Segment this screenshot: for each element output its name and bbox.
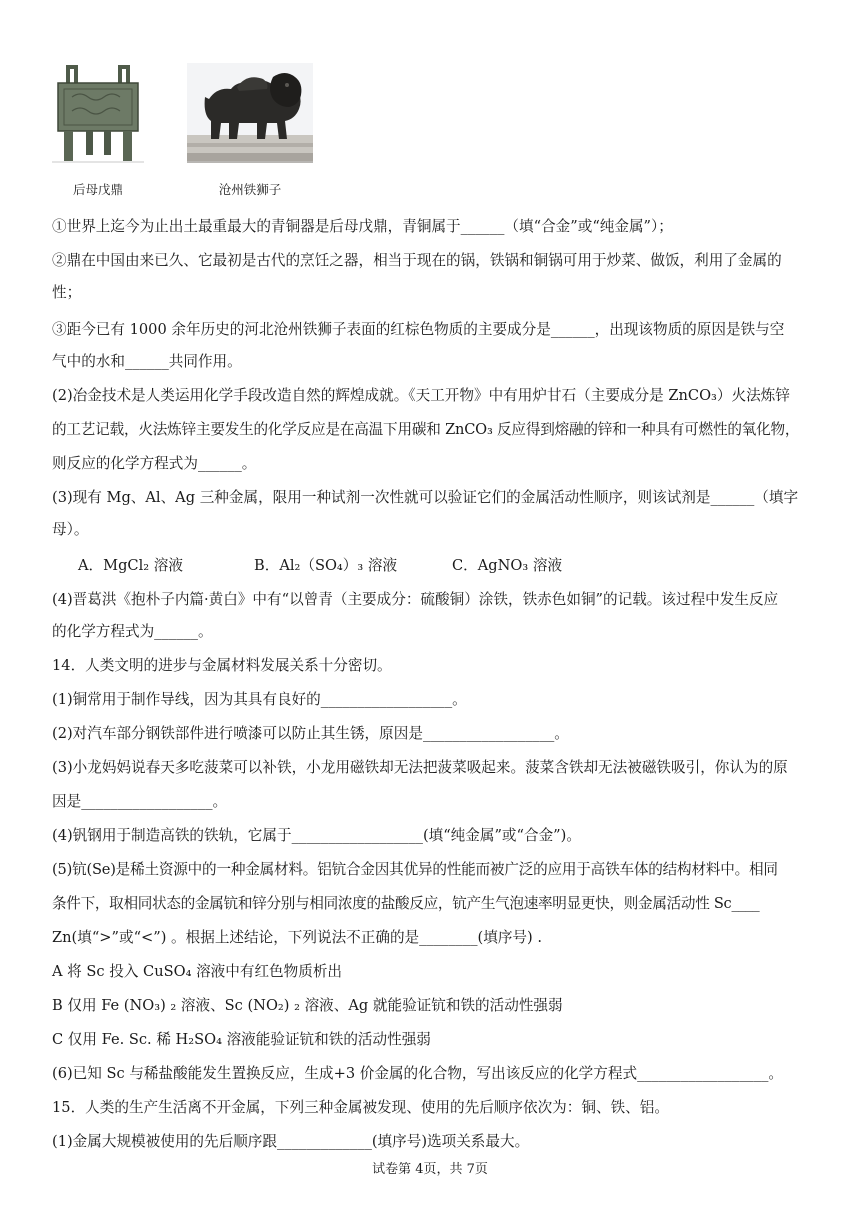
question-line — [52, 590, 822, 610]
answer-blank[interactable]: ______ — [710, 489, 755, 506]
option-line — [52, 962, 822, 982]
text: 15．人类的生产生活离不开金属，下列三种金属被发现、使用的先后顺序依次为：铜、铁、铝。 — [52, 1099, 669, 1116]
option-a[interactable]: A 将 Sc 投入 CuSO₄ 溶液中有红色物质析出 — [52, 963, 343, 980]
answer-blank[interactable]: ______ — [197, 455, 242, 472]
text: (3)小龙妈妈说春天多吃菠菜可以补铁，小龙用磁铁却无法把菠菜吸起来。菠菜含铁却无法被磁铁吸引，你认为的原 — [52, 759, 788, 776]
text: 的工艺记载，火法炼锌主要发生的化学反应是在高温下用碳和 ZnCO₃ 反应得到熔融的锌和一种具有可燃性的氧化物， — [52, 421, 800, 438]
text: (1)金属大规模被使用的先后顺序跟 — [52, 1133, 277, 1150]
text: (5)钪(Se)是稀土资源中的一种金属材料。铝钪合金因其优异的性能而被广泛的应用于高铁车体的结构材料中。相同 — [52, 861, 778, 878]
text: 的化学方程式为 — [52, 623, 155, 640]
text: Zn(填“>”或“<”) 。根据上述结论，下列说法不正确的是 — [52, 929, 420, 946]
option-b[interactable]: B 仅用 Fe (NO₃) ₂ 溶液、Sc (NO₂) ₂ 溶液、Ag 就能验证钪和铁的活动性强弱 — [52, 997, 563, 1014]
text: 共同作用。 — [168, 353, 242, 370]
text: (2)对汽车部分钢铁部件进行喷漆可以防止其生锈，原因是 — [52, 725, 423, 742]
text: 条件下，取相同状态的金属钪和锌分别与相同浓度的盐酸反应，钪产生气泡速率明显更快，则金属活动性 Sc — [52, 895, 732, 912]
question-line — [52, 690, 822, 710]
text: (4)钒钢用于制造高铁的铁轨，它属于 — [52, 827, 292, 844]
question-line — [52, 1132, 822, 1152]
bronze-ding-image — [52, 63, 144, 163]
question-line — [52, 488, 822, 508]
question-line — [52, 928, 822, 948]
figure-caption: 后母戊鼎 — [72, 182, 123, 197]
text: (2)冶金技术是人类运用化学手段改造自然的辉煌成就。《天工开物》中有用炉甘石（主要成分是 ZnCO₃）火法炼锌 — [52, 387, 790, 404]
question-line — [52, 622, 822, 642]
question-line — [52, 217, 822, 237]
text: ②鼎在中国由来已久、它最初是古代的烹饪之器，相当于现在的锅，铁锅和铜锅可用于炒菜、做饭，利用了金属的 — [52, 252, 782, 269]
text: 母）。 — [52, 521, 89, 538]
answer-blank[interactable]: ____ — [731, 895, 760, 912]
text: 。 — [768, 1065, 784, 1082]
text: ，出现该物质的原因是铁与空 — [594, 321, 785, 338]
question-line — [52, 386, 822, 406]
question-line — [52, 352, 822, 372]
iron-lion-image — [187, 63, 313, 163]
question-line — [52, 320, 822, 340]
answer-blank[interactable]: ______ — [124, 353, 169, 370]
option-line — [52, 1030, 822, 1050]
answer-blank[interactable]: __________________ — [81, 793, 213, 810]
question-line — [52, 724, 822, 744]
option-b[interactable]: B．Al₂（SO₄）₃ 溶液 — [254, 557, 398, 574]
answer-blank[interactable]: ______ — [550, 321, 595, 338]
text: (6)已知 Sc 与稀盐酸能发生置换反应，生成+3 价金属的化合物，写出该反应的化学方程式 — [52, 1065, 638, 1082]
text: ③距今已有 1000 余年历史的河北沧州铁狮子表面的红棕色物质的主要成分是 — [52, 321, 551, 338]
answer-blank[interactable]: ______ — [154, 623, 198, 640]
answer-blank[interactable]: ________ — [419, 929, 478, 946]
answer-blank[interactable]: __________________ — [320, 691, 453, 708]
figure-cangzhou-iron-lion — [187, 63, 313, 163]
text: (填序号) . — [477, 929, 542, 946]
answer-blank[interactable]: __________________ — [291, 827, 423, 844]
question-line — [52, 826, 822, 846]
question-line — [52, 420, 822, 440]
question-line — [52, 520, 822, 540]
text: 性； — [52, 284, 82, 301]
question-line — [52, 251, 822, 271]
option-line — [52, 996, 822, 1016]
text: 。 — [212, 793, 228, 810]
text: 。 — [241, 455, 257, 472]
answer-blank[interactable]: _____________ — [277, 1133, 372, 1150]
answer-blank[interactable]: ______ — [460, 218, 505, 235]
question-line — [52, 792, 822, 812]
question-heading — [52, 1098, 822, 1118]
question-line — [52, 1064, 822, 1084]
text: 。 — [452, 691, 467, 708]
text: 则反应的化学方程式为 — [52, 455, 198, 472]
option-a[interactable]: A．MgCl₂ 溶液 — [78, 557, 183, 574]
text: (3)现有 Mg、Al、Ag 三种金属，限用一种试剂一次性就可以验证它们的金属活动性顺序，则该试剂是 — [52, 489, 711, 506]
question-line — [52, 860, 822, 880]
text: ①世界上迄今为止出土最重最大的青铜器是后母戊鼎，青铜属于 — [52, 218, 461, 235]
text: (填序号)选项关系最大。 — [371, 1133, 530, 1150]
question-line — [52, 454, 822, 474]
text: (填“纯金属”或“合金”)。 — [422, 827, 581, 844]
question-line — [52, 758, 822, 778]
page-footer: 试卷第 4页，共 7页 — [372, 1162, 488, 1177]
text: 。 — [554, 725, 569, 742]
text: （填字 — [754, 489, 799, 506]
option-c[interactable]: C 仅用 Fe. Sc. 稀 H₂SO₄ 溶液能验证钪和铁的活动性强弱 — [52, 1031, 431, 1048]
answer-blank[interactable]: __________________ — [637, 1065, 769, 1082]
figure-caption: 沧州铁狮子 — [218, 182, 282, 197]
text: 。 — [197, 623, 213, 640]
question-line — [52, 283, 822, 303]
figure-houmuwu-ding — [52, 63, 144, 163]
text: 14．人类文明的进步与金属材料发展关系十分密切。 — [52, 657, 392, 674]
text: (1)铜常用于制作导线，因为其具有良好的 — [52, 691, 321, 708]
question-heading — [52, 656, 822, 676]
text: (4)晋葛洪《抱朴子内篇·黄白》中有“以曾青（主要成分：硫酸铜）涂铁，铁赤色如铜”的记载。该过程中发生反应 — [52, 591, 779, 608]
answer-blank[interactable]: __________________ — [422, 725, 555, 742]
option-c[interactable]: C．AgNO₃ 溶液 — [452, 557, 563, 574]
text: 气中的水和 — [52, 353, 125, 370]
question-line — [52, 894, 822, 914]
text: （填“合金”或“纯金属”）； — [504, 218, 673, 235]
text: 因是 — [52, 793, 82, 810]
